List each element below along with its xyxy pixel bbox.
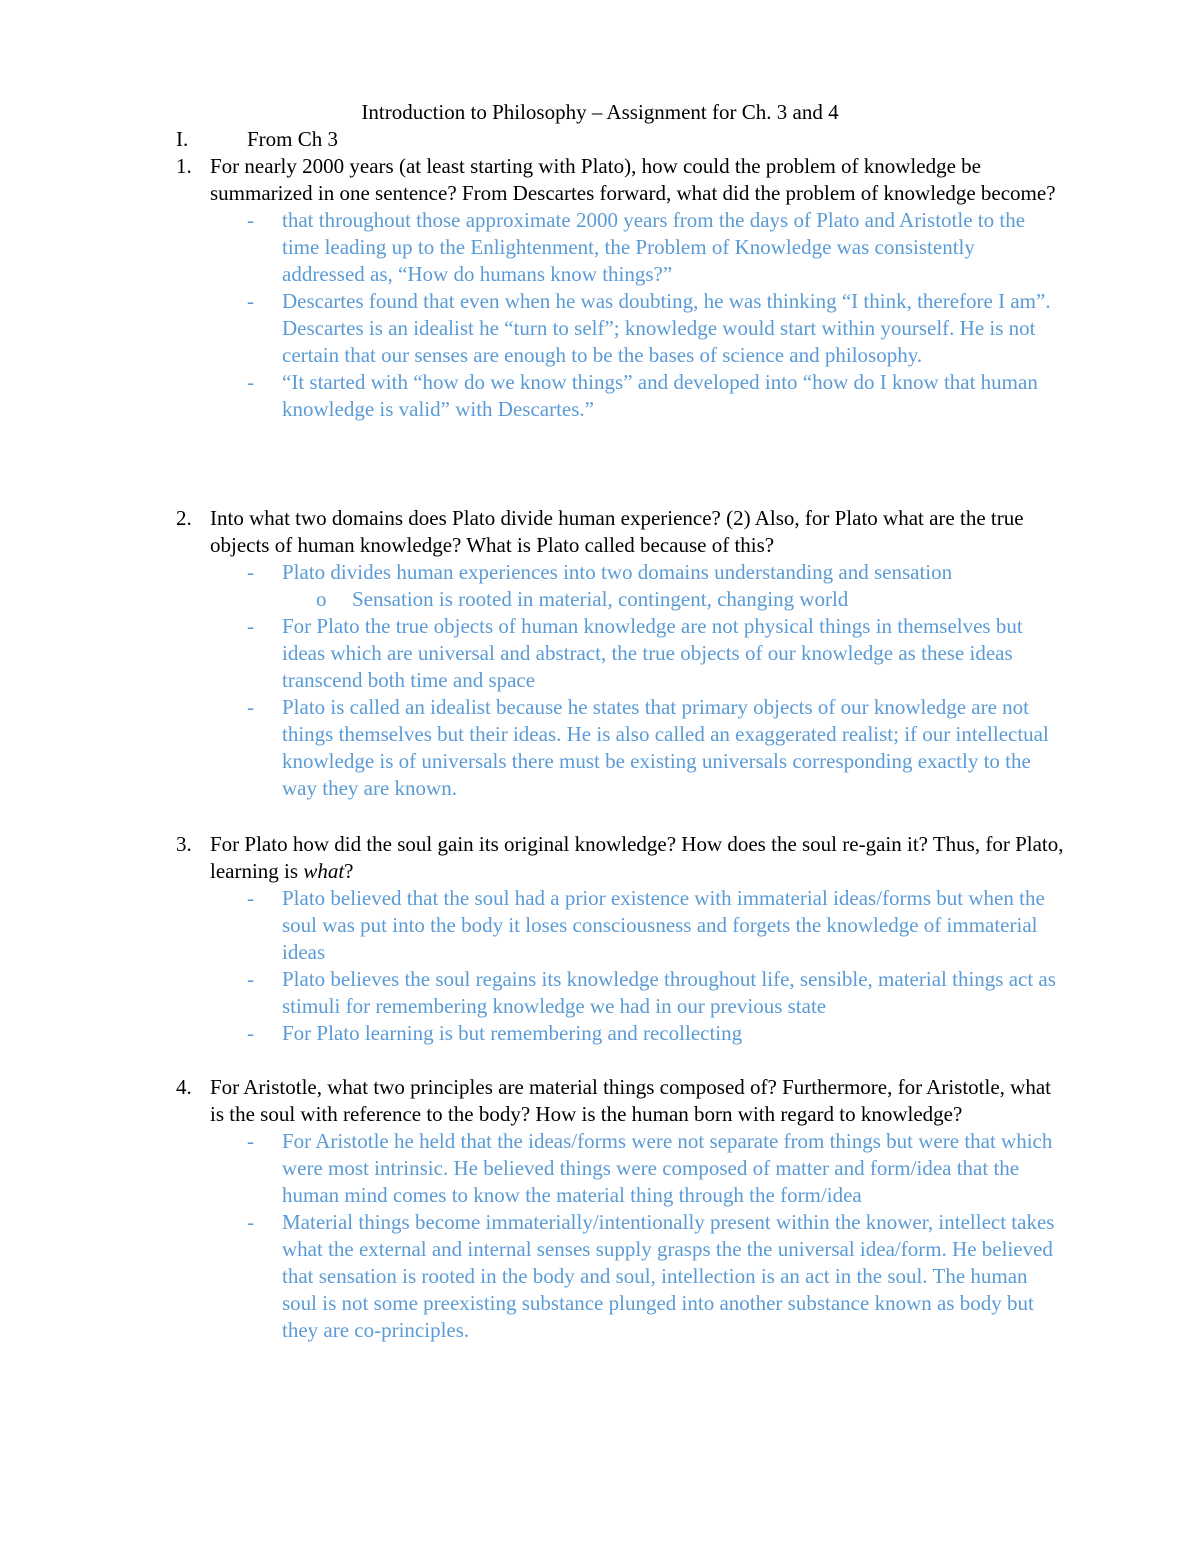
dash-bullet: - xyxy=(247,695,254,719)
sub-answer-text: Sensation is rooted in material, contingent, changing world xyxy=(352,587,849,611)
answer-text: Plato divides human experiences into two domains understanding and sensation xyxy=(282,560,953,584)
answer-text: “It started with “how do we know things” and developed into “how do I know that human knowledge is valid” with Descartes.” xyxy=(282,370,1038,421)
document-title: Introduction to Philosophy – Assignment for Ch. 3 and 4 xyxy=(361,100,839,124)
dash-bullet: - xyxy=(247,1129,254,1153)
answer-item xyxy=(247,885,1062,966)
answer-item xyxy=(247,966,1062,1020)
dash-bullet: - xyxy=(247,289,254,313)
answer-list xyxy=(176,559,1076,802)
question-text-part: For Plato how did the soul gain its original knowledge? How does the soul re-gain it? Thus, for Plato, learning is xyxy=(210,832,1064,883)
question-text xyxy=(210,831,1070,885)
section-numeral: I. xyxy=(176,127,189,151)
question-3 xyxy=(176,831,1076,1047)
answer-item xyxy=(247,694,1062,802)
dash-bullet: - xyxy=(247,967,254,991)
dash-bullet: - xyxy=(247,370,254,394)
answer-text: Descartes found that even when he was doubting, he was thinking “I think, therefore I am”. Descartes is an idealist he “turn to self”; knowledge would start within yourself. He is not certain that our senses are enough to be the bases of science and philosophy. xyxy=(282,289,1051,367)
answer-text: Plato is called an idealist because he states that primary objects of our knowledge are not things themselves but their ideas. He is also called an exaggerated realist; if our intellectual knowledge is of universals there must be existing universals corresponding exactly to the way they are known. xyxy=(282,695,1049,800)
answer-text: Plato believed that the soul had a prior existence with immaterial ideas/forms but when the soul was put into the body it loses consciousness and forgets the knowledge of immaterial ideas xyxy=(282,886,1045,964)
circle-bullet: o xyxy=(316,587,327,611)
question-number: 1. xyxy=(176,154,192,178)
question-number: 2. xyxy=(176,506,192,530)
answer-item xyxy=(247,559,1062,586)
answer-item xyxy=(247,1020,1062,1047)
question-text: For Aristotle, what two principles are material things composed of? Furthermore, for Aristotle, what is the soul with reference to the body? How is the human born with regard to knowledge? xyxy=(210,1075,1051,1126)
answer-text: For Plato learning is but remembering and recollecting xyxy=(282,1021,743,1045)
sub-answer-item xyxy=(316,586,1076,613)
dash-bullet: - xyxy=(247,614,254,638)
answer-text: Material things become immaterially/intentionally present within the knower, intellect takes what the external and internal senses supply grasps the the universal idea/form. He believed that sensation is rooted in the body and soul, intellection is an act in the soul. The human soul is not some preexisting substance plunged into another substance known as body but they are co-principles. xyxy=(282,1210,1055,1342)
section-label: From Ch 3 xyxy=(247,127,339,151)
dash-bullet: - xyxy=(247,560,254,584)
question-4 xyxy=(176,1074,1076,1344)
question-number: 4. xyxy=(176,1075,192,1099)
answer-list xyxy=(176,885,1076,1047)
answer-list xyxy=(176,207,1076,423)
answer-text: that throughout those approximate 2000 years from the days of Plato and Aristotle to the time leading up to the Enlightenment, the Problem of Knowledge was consistently addressed as, “How do humans know things?” xyxy=(282,208,1026,286)
question-text-emphasis: what xyxy=(303,859,345,883)
answer-item xyxy=(247,1128,1062,1209)
answer-list xyxy=(176,1128,1076,1344)
answer-text: For Plato the true objects of human knowledge are not physical things in themselves but ideas which are universal and abstract, the true objects of our knowledge as these ideas transcend both time and space xyxy=(282,614,1023,692)
question-number: 3. xyxy=(176,832,192,856)
dash-bullet: - xyxy=(247,1210,254,1234)
answer-text: For Aristotle he held that the ideas/forms were not separate from things but were that which were most intrinsic. He believed things were composed of matter and form/idea that the human mind comes to know the material thing through the form/idea xyxy=(282,1129,1053,1207)
answer-text: Plato believes the soul regains its knowledge throughout life, sensible, material things act as stimuli for remembering knowledge we had in our previous state xyxy=(282,967,1056,1018)
dash-bullet: - xyxy=(247,208,254,232)
answer-item xyxy=(247,369,1062,423)
answer-item xyxy=(247,288,1062,369)
question-1 xyxy=(176,153,1076,423)
dash-bullet: - xyxy=(247,886,254,910)
answer-item xyxy=(247,1209,1062,1344)
question-text: For nearly 2000 years (at least starting with Plato), how could the problem of knowledge be summarized in one sentence? From Descartes forward, what did the problem of knowledge become? xyxy=(210,154,1056,205)
question-text: Into what two domains does Plato divide human experience? (2) Also, for Plato what are the true objects of human knowledge? What is Plato called because of this? xyxy=(210,506,1024,557)
dash-bullet: - xyxy=(247,1021,254,1045)
answer-item xyxy=(247,613,1062,694)
question-2 xyxy=(176,505,1076,802)
answer-item xyxy=(247,207,1062,288)
question-text-part: ? xyxy=(344,859,354,883)
